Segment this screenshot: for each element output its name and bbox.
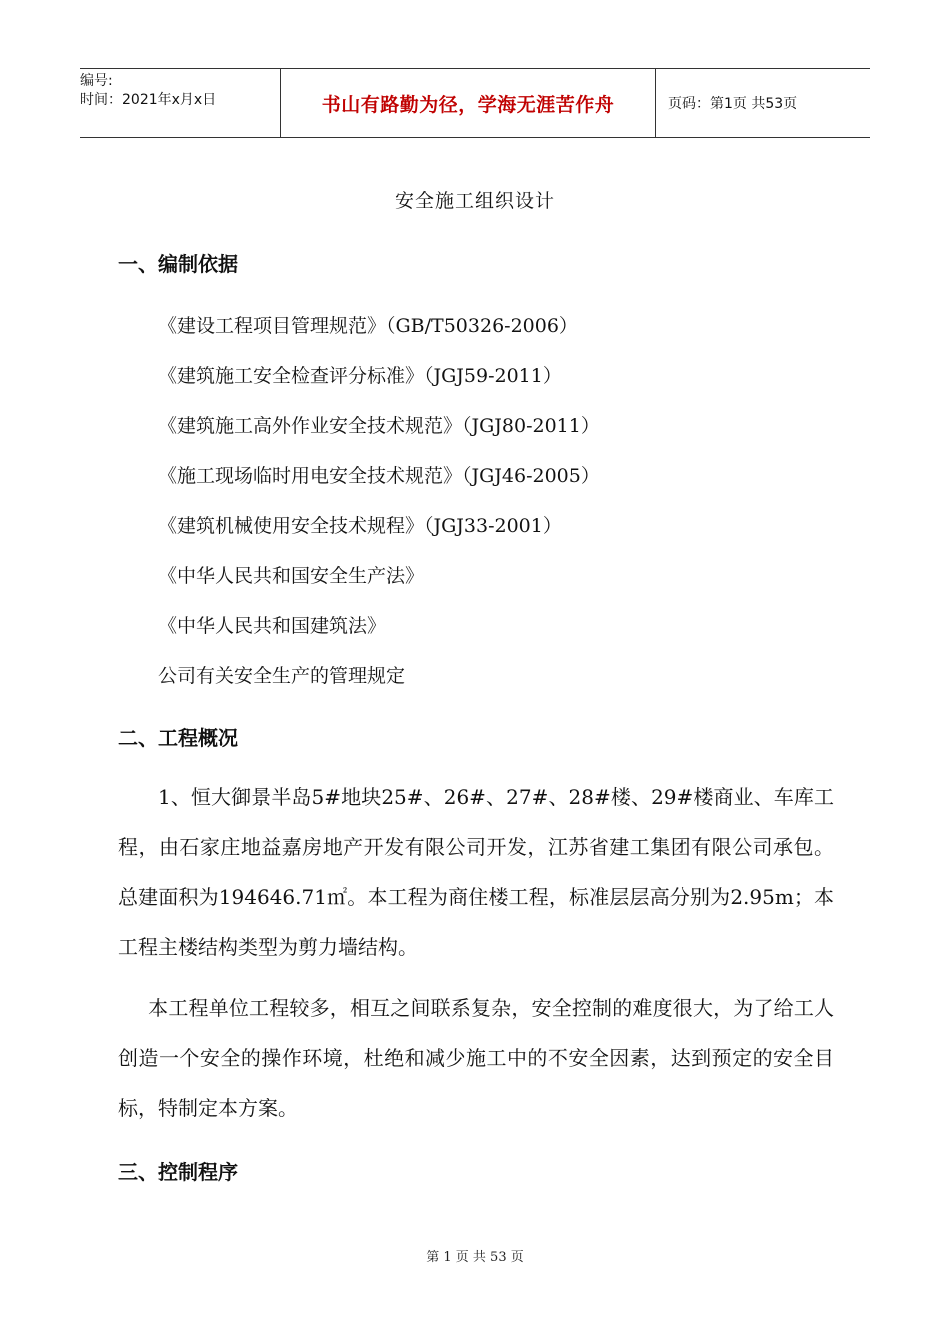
- page-footer: 第 1 页 共 53 页: [426, 1250, 524, 1265]
- reference-item: 《建筑机械使用安全技术规程》（JGJ33-2001）: [158, 515, 562, 537]
- reference-item: 《中华人民共和国建筑法》: [158, 615, 387, 637]
- page-header: [80, 68, 870, 138]
- header-meta: [80, 69, 280, 140]
- section-heading-control: 三、控制程序: [118, 1160, 238, 1184]
- reference-item: 《建筑施工高外作业安全技术规范》（JGJ80-2011）: [158, 415, 600, 437]
- overview-paragraph-2-text: 本工程单位工程较多，相互之间联系复杂，安全控制的难度很大，为了给工人创造一个安全的操作环境，杜绝和减少施工中的不安全因素，达到预定的安全目标，特制定本方案。: [118, 996, 834, 1120]
- section-heading-basis: 一、编制依据: [118, 252, 238, 276]
- overview-paragraph-2: [118, 983, 834, 1133]
- document-time-label: 时间：2021年x月x日: [80, 92, 217, 108]
- section-heading-overview: 二、工程概况: [118, 726, 238, 750]
- header-motto: 书山有路勤为径，学海无涯苦作舟: [280, 69, 656, 137]
- reference-item: 《建设工程项目管理规范》（GB/T50326-2006）: [158, 315, 578, 337]
- reference-item: 《施工现场临时用电安全技术规范》（JGJ46-2005）: [158, 465, 600, 487]
- document-number-label: 编号:: [80, 73, 113, 89]
- reference-item: 《建筑施工安全检查评分标准》（JGJ59-2011）: [158, 365, 562, 387]
- document-title: 安全施工组织设计: [394, 190, 555, 212]
- overview-paragraph-1-text: 1、恒大御景半岛5#地块25#、26#、27#、28#楼、29#楼商业、车库工程，由石家庄地益嘉房地产开发有限公司开发，江苏省建工集团有限公司承包。总建面积为194646.71㎡。本工程为商住楼工程，标准层层高分别为2.95m；本工程主楼结构类型为剪力墙结构。: [118, 785, 834, 959]
- reference-item: 《中华人民共和国安全生产法》: [158, 565, 425, 587]
- header-page-info: 页码：第1页 共53页: [668, 96, 798, 112]
- overview-paragraph-1: [118, 772, 834, 972]
- reference-item: 公司有关安全生产的管理规定: [158, 665, 406, 687]
